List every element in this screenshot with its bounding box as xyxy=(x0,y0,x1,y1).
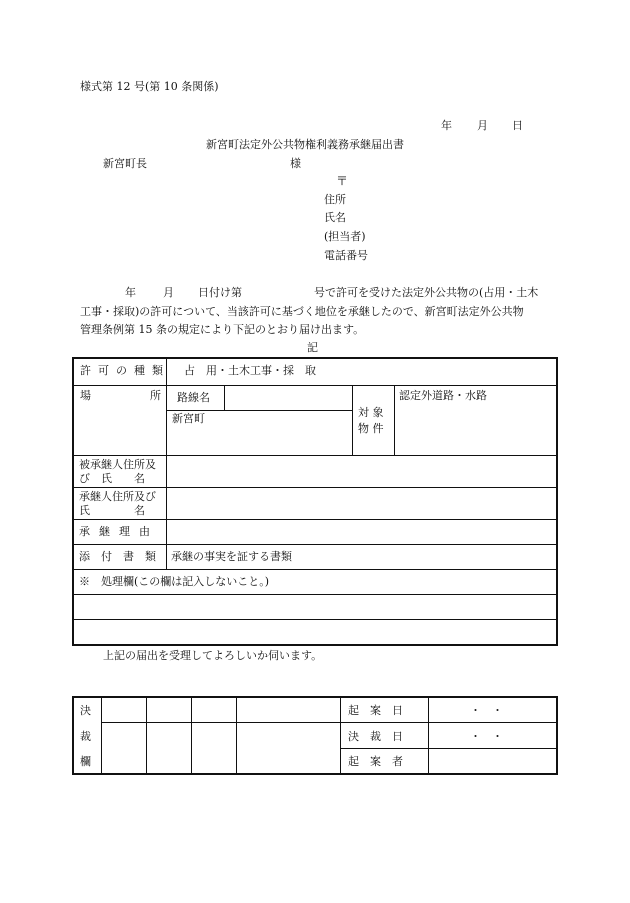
honorific: 様 xyxy=(290,157,301,170)
body-year: 年 xyxy=(125,286,136,299)
ki-heading: 記 xyxy=(307,341,318,354)
approval-label-1: 決 xyxy=(80,704,91,717)
contact-person-label: (担当者) xyxy=(324,230,366,243)
predecessor-label-line1: 被承継人住所及 xyxy=(79,458,156,471)
route-name-label: 路線名 xyxy=(177,391,210,404)
document-title: 新宮町法定外公共物権利義務承継届出書 xyxy=(206,138,404,151)
attachment-label: 添付書類 xyxy=(79,550,167,563)
name-label: 氏名 xyxy=(324,211,346,224)
drafter-label: 起 案 者 xyxy=(348,755,403,768)
reason-label: 承継理由 xyxy=(79,525,159,538)
approved-date-label: 決 裁 日 xyxy=(348,730,403,743)
body-line3: 管理条例第 15 条の規定により下記のとおり届け出ます。 xyxy=(80,323,365,336)
approval-label-3: 欄 xyxy=(80,755,91,768)
approved-date-value: ・ ・ xyxy=(470,730,503,743)
phone-label: 電話番号 xyxy=(324,249,368,262)
successor-label-line1: 承継人住所及び xyxy=(79,490,156,503)
receipt-confirmation-text: 上記の届出を受理してよろしいか伺います。 xyxy=(103,649,323,662)
date-year-label: 年 xyxy=(441,119,452,132)
target-value: 認定外道路・水路 xyxy=(399,389,487,402)
body-line1-rest: 号で許可を受けた法定外公共物の(占用・土木 xyxy=(314,286,539,299)
target-label-line1: 対 象 xyxy=(358,406,384,419)
successor-label-line2: 氏 名 xyxy=(79,504,145,517)
permit-type-label: 許可の種類 xyxy=(80,364,170,377)
body-date-number: 日付け第 xyxy=(198,286,242,299)
date-month-label: 月 xyxy=(477,119,488,132)
addressee: 新宮町長 xyxy=(103,157,147,170)
permit-type-value: 占 用・土木工事・採 取 xyxy=(184,364,316,377)
date-day-label: 日 xyxy=(512,119,523,132)
processing-note: ※ 処理欄(この欄は記入しないこと。) xyxy=(79,575,270,588)
form-number: 様式第 12 号(第 10 条関係) xyxy=(80,80,219,93)
drafted-date-label: 起 案 日 xyxy=(348,704,403,717)
postal-mark: 〒 xyxy=(336,174,349,188)
predecessor-label-line2: び 氏 名 xyxy=(79,472,145,485)
location-label-start: 場 xyxy=(80,389,91,402)
address-label: 住所 xyxy=(324,193,346,206)
target-label-line2: 物 件 xyxy=(358,422,384,435)
drafted-date-value: ・ ・ xyxy=(470,704,503,717)
body-month: 月 xyxy=(163,286,174,299)
town-name: 新宮町 xyxy=(172,412,205,425)
location-label-end: 所 xyxy=(150,389,161,402)
body-line2: 工事・採取)の許可について、当該許可に基づく地位を承継したので、新宮町法定外公共物 xyxy=(80,305,524,318)
approval-label-2: 裁 xyxy=(80,730,91,743)
attachment-value: 承継の事実を証する書類 xyxy=(171,550,292,563)
